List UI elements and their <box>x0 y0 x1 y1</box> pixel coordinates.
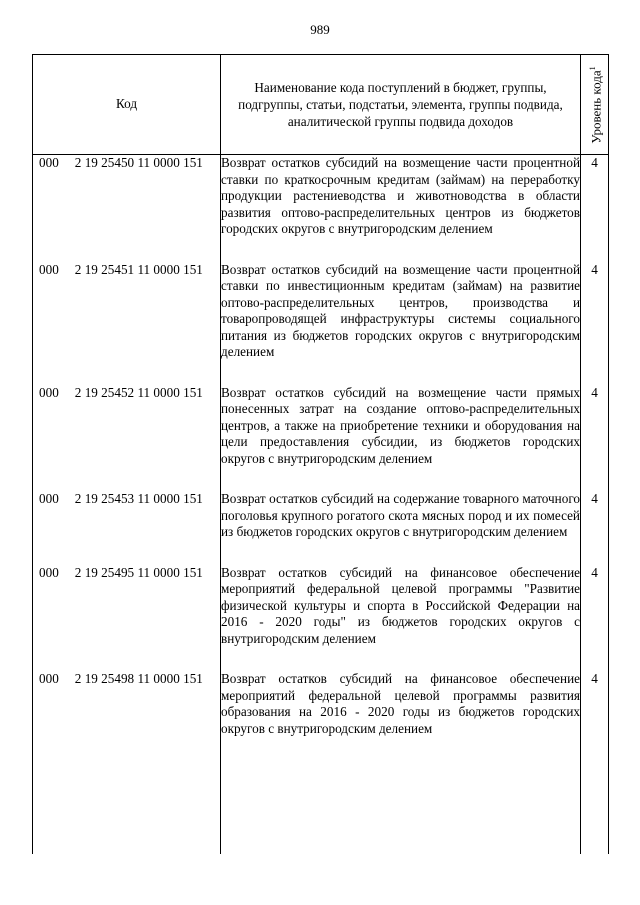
table-row <box>33 671 609 761</box>
revenue-name: Возврат остатков субсидий на финансовое обеспечение мероприятий федеральной целевой программы развития образования на 2016 - 2020 годы из бюджетов городских округов с внутригородским делением <box>221 671 581 761</box>
revenue-name: Возврат остатков субсидий на возмещение части процентной ставки по инвестиционным кредитам (займам) на развитие оптово-распределительных центров, производства и товаропроводящей инфраструктуры системы социального питания из бюджетов городских округов с внутригородским делением <box>221 262 581 385</box>
page-number: 989 <box>310 22 330 37</box>
header-level-text: Уровень кода <box>587 69 603 144</box>
revenue-code: 2 19 25451 11 0000 151 <box>74 261 203 277</box>
header-code: Код <box>33 55 221 155</box>
table-spacer-row <box>33 761 609 854</box>
revenue-name: Возврат остатков субсидий на возмещение части прямых понесенных затрат на создание оптово-распределительных центров, а также на приобретение техники и оборудования на цели предоставления субсидии, из бюджетов городских округов с внутригородским делением <box>221 385 581 492</box>
header-level-footnote: 1 <box>587 65 597 70</box>
revenue-code: 2 19 25453 11 0000 151 <box>74 491 203 506</box>
revenue-code: 2 19 25452 11 0000 151 <box>74 384 203 400</box>
header-name: Наименование кода поступлений в бюджет, группы, подгруппы, статьи, подстатьи, элемента, группы подвида, аналитической группы подвида доходов <box>221 55 581 155</box>
revenue-name: Возврат остатков субсидий на возмещение части процентной ставки по краткосрочным кредитам (займам) на переработку продукции растениеводства и животноводства в области развития оптово-распределительных центров из бюджетов городских округов с внутригородским делением <box>221 155 581 262</box>
revenue-name: Возврат остатков субсидий на содержание товарного маточного поголовья крупного рогатого скота мясных пород и их помесей из бюджетов городских округов с внутригородским делением <box>221 491 581 565</box>
code-cell <box>33 385 221 492</box>
code-level: 4 <box>581 671 609 761</box>
code-cell <box>33 671 221 761</box>
code-level: 4 <box>581 155 609 262</box>
code-level: 4 <box>581 262 609 385</box>
admin-code: 000 <box>39 261 59 277</box>
revenue-name: Возврат остатков субсидий на финансовое обеспечение мероприятий федеральной целевой программы "Развитие физической культуры и спорта в Российской Федерации на 2016 - 2020 годы" из бюджетов городских округов с внутригородским делением <box>221 565 581 672</box>
admin-code: 000 <box>39 671 59 686</box>
budget-codes-table <box>32 54 609 854</box>
table-row <box>33 491 609 565</box>
admin-code: 000 <box>39 155 59 170</box>
code-level: 4 <box>581 565 609 672</box>
header-level <box>581 55 609 155</box>
header-level-label <box>585 66 605 143</box>
revenue-code: 2 19 25498 11 0000 151 <box>74 671 203 686</box>
code-cell <box>33 565 221 672</box>
code-level: 4 <box>581 385 609 492</box>
table-row <box>33 565 609 672</box>
admin-code: 000 <box>39 491 59 506</box>
code-cell <box>33 262 221 385</box>
code-cell <box>33 155 221 262</box>
admin-code: 000 <box>39 564 59 580</box>
table-row <box>33 155 609 262</box>
admin-code: 000 <box>39 384 59 400</box>
code-cell <box>33 491 221 565</box>
table-row <box>33 385 609 492</box>
code-level: 4 <box>581 491 609 565</box>
revenue-code: 2 19 25450 11 0000 151 <box>74 155 203 170</box>
revenue-code: 2 19 25495 11 0000 151 <box>74 564 203 580</box>
table-header-row <box>33 55 609 155</box>
table-row <box>33 262 609 385</box>
